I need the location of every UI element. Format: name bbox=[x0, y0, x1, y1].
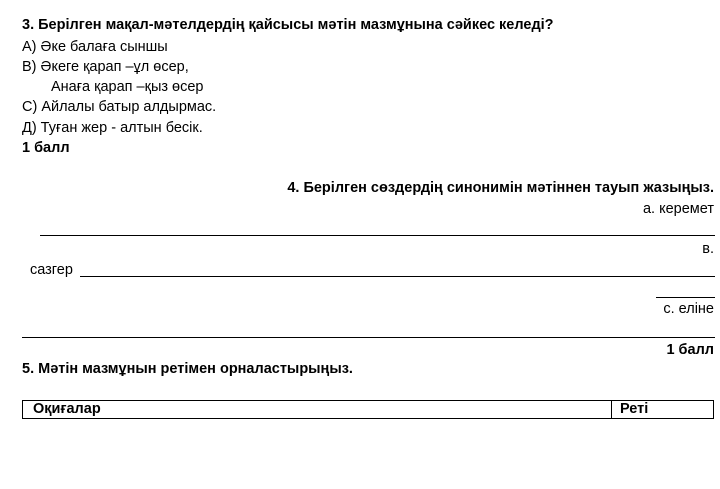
q5-table bbox=[22, 400, 714, 419]
q5-table-divider bbox=[611, 401, 612, 418]
q3-option-d: Д) Туған жер - алтын бесік. bbox=[22, 120, 203, 136]
q4-answer-line-c[interactable] bbox=[22, 337, 715, 338]
q3-title: 3. Берілген мақал-мәтелдердің қайсысы мәтін мазмұнына сәйкес келеді? bbox=[22, 17, 554, 33]
q3-option-a: А) Әке балаға сыншы bbox=[22, 39, 168, 55]
q4-item-b-word: сазгер bbox=[30, 262, 73, 278]
q5-title: 5. Мәтін мазмұнын ретімен орналастырыңыз. bbox=[22, 361, 353, 377]
q4-answer-line-a[interactable] bbox=[40, 235, 715, 236]
q4-score: 1 балл bbox=[666, 342, 714, 358]
q4-answer-line-b[interactable] bbox=[80, 276, 715, 277]
q4-short-line[interactable] bbox=[656, 297, 715, 298]
q3-score: 1 балл bbox=[22, 140, 70, 156]
q4-item-c: с. еліне bbox=[663, 301, 714, 317]
q3-option-b-line2: Анаға қарап –қыз өсер bbox=[51, 79, 204, 95]
q3-option-c: С) Айлалы батыр алдырмас. bbox=[22, 99, 217, 115]
q5-table-header-order: Реті bbox=[620, 401, 649, 417]
q3-option-b-line1: В) Әкеге қарап –ұл өсер, bbox=[22, 59, 189, 75]
q4-item-b: в. bbox=[702, 241, 714, 257]
q4-title: 4. Берілген сөздердің синонимін мәтіннен тауып жазыңыз. bbox=[287, 180, 714, 196]
q5-table-header-events: Оқиғалар bbox=[33, 401, 101, 417]
q4-item-a: а. керемет bbox=[642, 201, 714, 217]
